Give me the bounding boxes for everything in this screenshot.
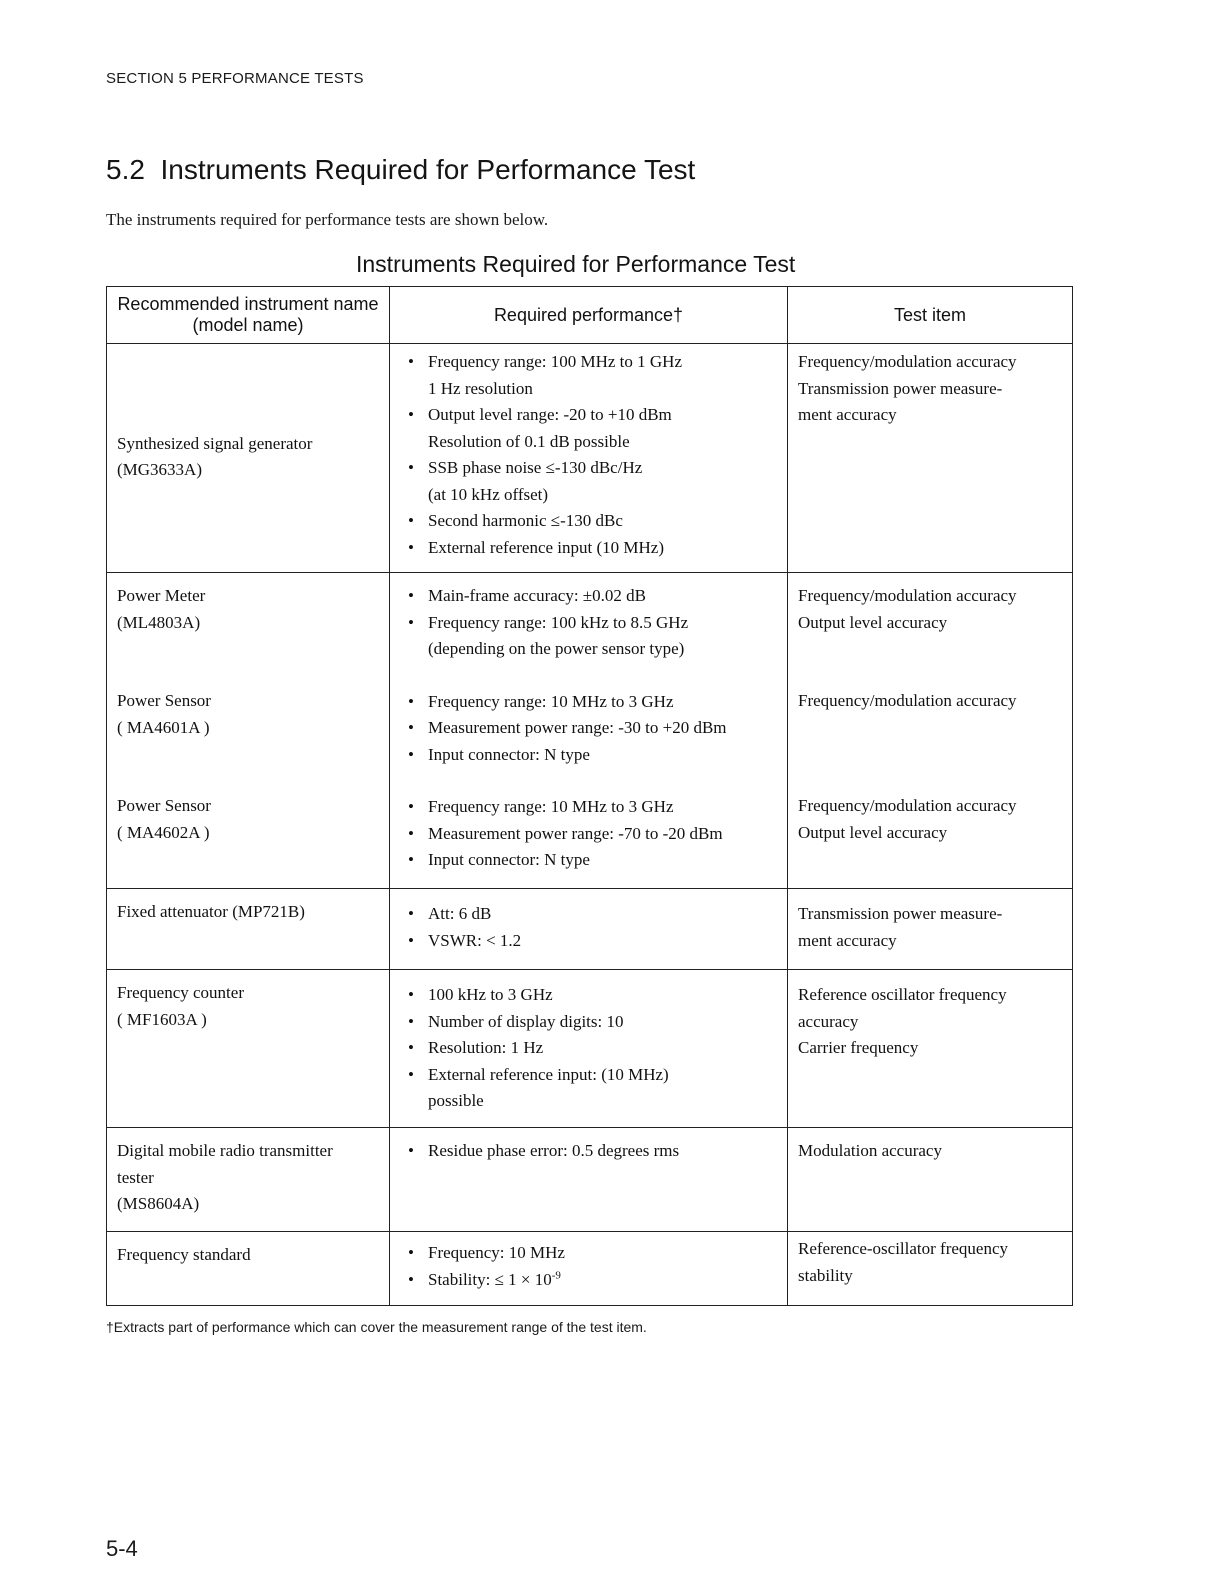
instrument-name-cell (107, 344, 390, 573)
performance-cell (390, 889, 788, 970)
test-item: Modulation accuracy (798, 1141, 942, 1160)
spec-text: Att: 6 dB (428, 904, 492, 923)
intro-paragraph: The instruments required for performance tests are shown below. (106, 210, 549, 229)
spec-continuation: 1 Hz resolution (428, 378, 533, 398)
instruments-table (106, 286, 1073, 1306)
test-item: Carrier frequency (798, 1038, 919, 1057)
column-header-performance: Required performance† (390, 287, 788, 344)
spec-continuation: Resolution of 0.1 dB possible (428, 431, 630, 451)
spec-item (400, 928, 777, 955)
spec-item (400, 1240, 777, 1267)
spec-text: Stability: ≤ 1 × 10 (428, 1269, 552, 1289)
spec-continuation: possible (428, 1091, 484, 1110)
spec-text: Resolution: 1 Hz (428, 1038, 544, 1057)
instrument-name-cell (107, 573, 390, 889)
column-header-test-item: Test item (788, 287, 1073, 344)
spec-text: Frequency range: 100 MHz to 1 GHz (428, 352, 682, 371)
spec-text: Output level range: -20 to +10 dBm (428, 405, 672, 424)
spec-list (400, 982, 777, 1115)
spec-list (400, 349, 777, 561)
spec-item (400, 742, 777, 769)
spec-item (400, 794, 777, 821)
instrument-name-cell (107, 889, 390, 970)
test-item: Reference-oscillator frequency (798, 1239, 1009, 1258)
section-title: 5.2 Instruments Required for Performance Test (106, 154, 696, 185)
performance-cell (390, 573, 788, 889)
table-row (107, 1128, 1073, 1232)
instrument-name: Power Meter (117, 586, 206, 605)
spec-text: Frequency range: 10 MHz to 3 GHz (428, 691, 674, 711)
test-item: Frequency/modulation accuracy (798, 586, 1017, 605)
column-header-instrument-line2: (model name) (192, 315, 304, 335)
instrument-model: (MS8604A) (117, 1194, 200, 1213)
performance-cell (390, 970, 788, 1128)
spec-text: Frequency: 10 MHz (428, 1243, 565, 1262)
spec-list (400, 689, 777, 769)
table-caption: Instruments Required for Performance Test (356, 251, 796, 277)
test-group (798, 688, 1062, 767)
test-item: Frequency/modulation accuracy (798, 352, 1017, 371)
test-item-cell (788, 889, 1073, 970)
table-row (107, 1232, 1073, 1306)
instrument-group (117, 583, 379, 662)
spec-item (400, 455, 777, 508)
running-header: SECTION 5 PERFORMANCE TESTS (106, 70, 364, 87)
spec-text: Second harmonic ≤-130 dBc (428, 511, 623, 530)
spec-text: Input connector: N type (428, 850, 590, 869)
test-item: stability (798, 1265, 853, 1285)
column-header-instrument-line1: Recommended instrument name (117, 294, 379, 314)
spec-item (400, 901, 777, 928)
table-row (107, 889, 1073, 970)
instrument-model: ( MF1603A ) (117, 1009, 207, 1029)
spec-text: Input connector: N type (428, 744, 590, 764)
instrument-name: Power Sensor (117, 796, 211, 815)
performance-cell (390, 1232, 788, 1306)
spec-continuation: (depending on the power sensor type) (428, 639, 685, 658)
spec-text: SSB phase noise ≤-130 dBc/Hz (428, 458, 643, 477)
spec-list (400, 583, 777, 663)
spec-text: Main-frame accuracy: ±0.02 dB (428, 586, 646, 605)
spec-group (400, 794, 777, 874)
performance-cell (390, 1128, 788, 1232)
instrument-name: Synthesized signal generator (117, 433, 313, 453)
test-item: Output level accuracy (798, 822, 948, 842)
instrument-group (117, 793, 379, 872)
spec-item (400, 821, 777, 848)
test-item: Transmission power measure- (798, 904, 1003, 923)
spec-text: Number of display digits: 10 (428, 1011, 624, 1031)
instrument-model: ( MA4601A ) (117, 717, 210, 737)
instrument-name: Frequency standard (117, 1245, 251, 1264)
spec-item (400, 1267, 777, 1294)
spec-item (400, 508, 777, 535)
table-row (107, 970, 1073, 1128)
spec-text: External reference input (10 MHz) (428, 537, 664, 557)
table-row (107, 573, 1073, 889)
instrument-name: Digital mobile radio transmitter (117, 1141, 333, 1160)
test-item: Reference oscillator frequency (798, 985, 1007, 1004)
test-item-cell (788, 573, 1073, 889)
test-item: accuracy (798, 1011, 859, 1031)
spec-item (400, 1035, 777, 1062)
spec-item (400, 583, 777, 610)
test-item: ment accuracy (798, 930, 897, 950)
test-group (798, 793, 1062, 872)
instrument-name: Frequency counter (117, 983, 244, 1002)
instrument-name-continued: tester (117, 1167, 154, 1187)
spec-list (400, 1240, 777, 1293)
instrument-model: (MG3633A) (117, 460, 202, 479)
test-item: Frequency/modulation accuracy (798, 796, 1017, 815)
instrument-name-cell (107, 1128, 390, 1232)
test-item-cell (788, 970, 1073, 1128)
spec-text: External reference input: (10 MHz) (428, 1064, 669, 1084)
spec-text: Measurement power range: -30 to +20 dBm (428, 718, 727, 737)
test-item: ment accuracy (798, 405, 897, 424)
test-item: Transmission power measure- (798, 378, 1003, 398)
spec-item (400, 1062, 777, 1115)
instrument-name: Fixed attenuator (MP721B) (117, 902, 305, 921)
instrument-model: ( MA4602A ) (117, 822, 210, 842)
spec-item (400, 535, 777, 562)
spec-item (400, 610, 777, 663)
test-item-cell (788, 1232, 1073, 1306)
instrument-name: Power Sensor (117, 691, 211, 710)
spec-item (400, 1138, 777, 1165)
table-row (107, 344, 1073, 573)
instrument-model: (ML4803A) (117, 612, 201, 632)
spec-item (400, 689, 777, 716)
spec-text: Frequency range: 10 MHz to 3 GHz (428, 797, 674, 816)
test-group (798, 583, 1062, 662)
spec-item (400, 402, 777, 455)
test-item: Frequency/modulation accuracy (798, 691, 1017, 710)
spec-list (400, 794, 777, 874)
spec-list (400, 1138, 777, 1165)
column-header-instrument (107, 287, 390, 344)
spec-item (400, 715, 777, 742)
page-number: 5-4 (106, 1536, 138, 1561)
spec-item (400, 349, 777, 402)
spec-group (400, 583, 777, 663)
spec-text: Frequency range: 100 kHz to 8.5 GHz (428, 612, 689, 632)
instrument-group (117, 688, 379, 767)
spec-list (400, 901, 777, 954)
spec-text: Residue phase error: 0.5 degrees rms (428, 1141, 680, 1160)
spec-item (400, 1009, 777, 1036)
spec-group (400, 689, 777, 769)
spec-item (400, 847, 777, 874)
spec-item (400, 982, 777, 1009)
spec-text: VSWR: < 1.2 (428, 930, 522, 950)
performance-cell (390, 344, 788, 573)
test-item: Output level accuracy (798, 612, 948, 632)
instrument-name-cell (107, 1232, 390, 1306)
table-footnote: †Extracts part of performance which can cover the measurement range of the test item. (106, 1319, 647, 1335)
spec-text: Measurement power range: -70 to -20 dBm (428, 823, 723, 843)
test-item-cell (788, 1128, 1073, 1232)
spec-text: 100 kHz to 3 GHz (428, 985, 553, 1004)
instrument-name-cell (107, 970, 390, 1128)
spec-continuation: (at 10 kHz offset) (428, 484, 549, 504)
test-item-cell (788, 344, 1073, 573)
table-header-row (107, 287, 1073, 344)
stability-exponent: -9 (551, 1268, 561, 1281)
